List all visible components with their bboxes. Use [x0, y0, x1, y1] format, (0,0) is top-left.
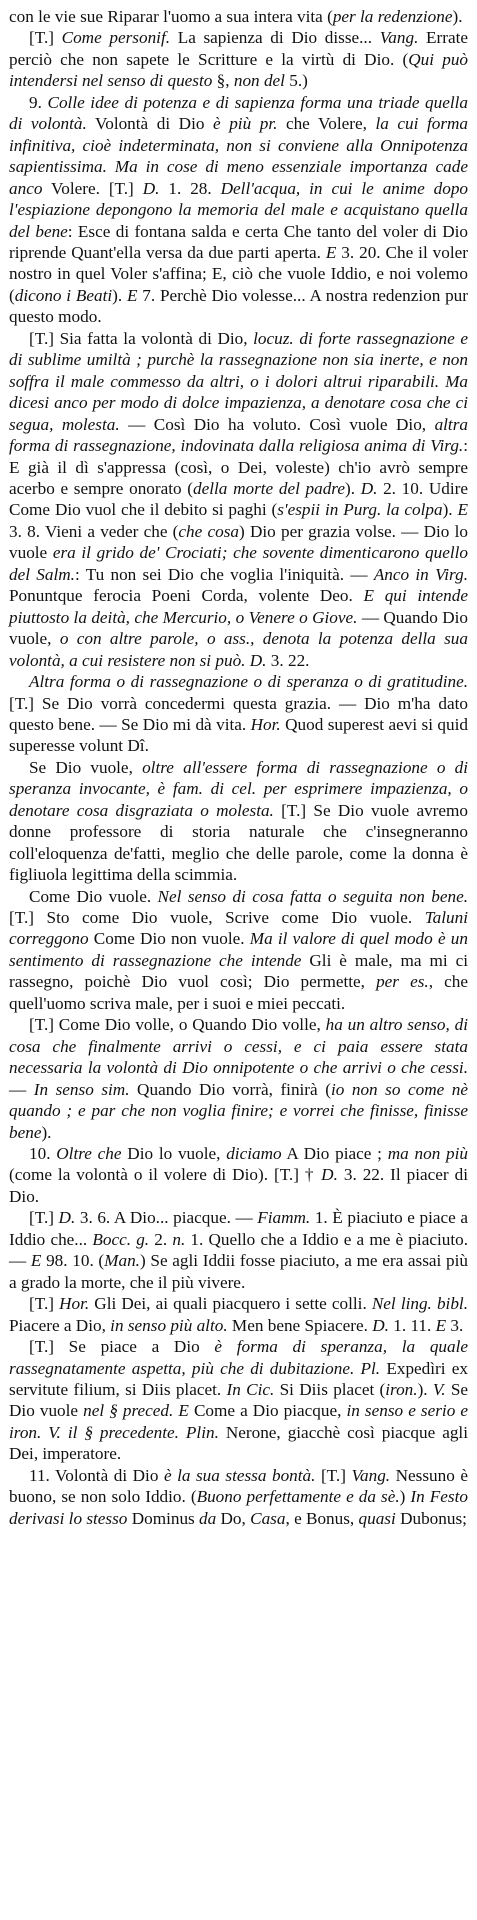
paragraph-personification	[9, 27, 468, 91]
italic-run: In senso sim.	[33, 1079, 130, 1099]
text-run: 3.	[446, 1315, 464, 1335]
italic-run: in senso più alto.	[110, 1315, 228, 1335]
italic-run: Colle idee di potenza e di sapienza forma una triade quella di volontà.	[9, 92, 469, 134]
italic-run: ma non più	[387, 1144, 469, 1164]
italic-run: E	[127, 285, 138, 305]
text-run: 7. Perchè Dio volesse... A nostra redenzion pur questo modo.	[9, 285, 468, 327]
italic-run: quasi	[358, 1508, 396, 1528]
text-run: 98. 10. (	[41, 1251, 105, 1271]
text-run: Quando Dio vorrà, finirà (	[129, 1079, 331, 1099]
italic-run: D.	[249, 650, 267, 670]
italic-run: altra forma di rassegnazione, indovinata dalla religiosa anima di Virg.	[9, 414, 468, 456]
text-run: : Esce di fontana salda e certa Che tanto del voler di Dio riprende Quant'ella versa da due parti aperta.	[9, 221, 468, 262]
text-run: , che quell'uomo scriva male, per i suoi e miei peccati.	[9, 972, 468, 1013]
italic-run: in senso e serio e iron. V. il § precedente. Plin.	[9, 1401, 468, 1442]
text-run: ).	[442, 500, 458, 520]
paragraph-come-dio-vuole	[9, 886, 468, 1015]
italic-run: E	[435, 1315, 447, 1335]
text-run: 11. Volontà di Dio	[29, 1465, 164, 1485]
text-run: A Dio piace ;	[281, 1144, 388, 1164]
paragraph-sia-fatta	[9, 328, 468, 671]
paragraph-section-11	[9, 1465, 468, 1529]
text-run: Se Dio vuole,	[29, 757, 143, 777]
text-run: Volontà di Dio	[86, 114, 214, 134]
text-run: Volere. [T.]	[42, 178, 143, 198]
italic-run: D.	[142, 178, 160, 198]
text-run: Ponuntque ferocia Poeni Corda, volente Deo.	[9, 586, 364, 606]
text-run: [T.] Sia fatta la volontà di Dio,	[29, 328, 254, 348]
text-run: 1. Quello che a Iddio e a me è piaciuto. —	[9, 1229, 468, 1271]
italic-run: ha un altro senso, di cosa che finalmente arrivi o cessi, e ci paia essere stata necessaria la volontà di Dio onnipotente o che arrivi o che cessi.	[9, 1015, 468, 1078]
text-run: [T.]	[29, 1208, 59, 1228]
text-run: 3. 6. A Dio... piacque. —	[75, 1208, 258, 1228]
italic-run: Fiamm.	[257, 1208, 311, 1228]
italic-run: Hor.	[59, 1294, 90, 1314]
text-run: 2. 10. Udire Come Dio vuol che il debito si paghi (	[9, 478, 468, 520]
text-run: ) Se agli Iddii fosse piaciuto, a me era assai più a grado la morte, che il più vivere.	[9, 1251, 468, 1292]
text-run: Si Diis placet (	[274, 1380, 386, 1399]
text-run: 3. 22.	[266, 650, 310, 670]
text-run: Expedìri ex servitute filium, si Diis placet.	[9, 1358, 468, 1399]
italic-run: locuz. di forte rassegnazione e di sublime umiltà ; purchè la rassegnazione non sia inerte, e non soffra il male commesso da altri, o i dolori altrui riparabili. Ma dicesi anco per modo di dolce impazienza, a denotare cosa che ci segua, molesta.	[9, 328, 468, 434]
text-run: con le vie sue Riparar l'uomo a sua intera vita (	[9, 7, 333, 26]
text-run: ).	[452, 7, 463, 26]
italic-run: io non so come nè quando ; e par che non voglia finire; e vorrei che finisse, finisse bene	[9, 1079, 469, 1142]
italic-run: Bocc. g.	[92, 1229, 150, 1249]
text-run: — Quando Dio vuole,	[9, 607, 468, 649]
paragraph-a-dio-piacque	[9, 1207, 468, 1293]
text-run: 1. È piaciuto e piace a Iddio che...	[9, 1208, 468, 1249]
italic-run: la cui forma infinitiva, cioè indeterminata, non si conviene alla Onnipotenza sapientissima. Ma in cose di meno essenziale importanza cade anco	[9, 114, 469, 198]
paragraph-altra-forma	[9, 671, 468, 757]
paragraph-section-10	[9, 1143, 468, 1207]
italic-run: della morte del padre	[193, 478, 345, 498]
text-run: Come a Dio piacque,	[188, 1401, 347, 1421]
text-run: 2.	[149, 1229, 173, 1249]
italic-run: Qui può intendersi nel senso di questo	[9, 49, 469, 91]
italic-run: è più pr.	[213, 114, 278, 134]
text-run: 3. 20. Che il voler nostro in quel Voler s'affina; E, ciò che vuole Iddio, e noi volemo (	[9, 242, 468, 305]
text-run: Nerone, giacchè così piacque agli Dei, imperatore.	[9, 1422, 468, 1464]
text-run: Piacere a Dio,	[9, 1315, 111, 1335]
text-run: Gli è male, ma mi ci rassegno, poichè Dio vuol così; Dio permette,	[9, 950, 468, 992]
italic-run: Nel ling. bibl.	[371, 1294, 468, 1314]
italic-run: era il grido de' Crociati; che sovente dimenticarono quello del Salm.	[9, 543, 468, 584]
text-run: §,	[212, 71, 234, 91]
italic-run: D.	[372, 1315, 389, 1335]
text-run: [T.] Se Dio vorrà concedermi questa grazia. — Dio m'ha dato questo bene. — Se Dio mi dà vita.	[9, 693, 468, 734]
italic-run: D.	[321, 1165, 338, 1185]
text-run: Dio lo vuole,	[121, 1144, 227, 1164]
italic-run: Nel senso di cosa fatta o seguita non bene.	[157, 886, 468, 906]
text-run: ).	[417, 1380, 433, 1399]
italic-run: Man.	[104, 1251, 140, 1271]
text-run: Gli Dei, ai quali piacquero i sette colli.	[89, 1294, 372, 1314]
text-run: : Tu non sei Dio che voglia l'iniquità. —	[74, 564, 374, 584]
text-run: Se Dio vuole	[9, 1380, 469, 1421]
text-run: ).	[41, 1122, 52, 1142]
italic-run: diciamo	[226, 1144, 282, 1164]
italic-run: Hor.	[250, 714, 281, 734]
italic-run: Casa	[250, 1508, 286, 1528]
italic-run: E	[325, 242, 337, 262]
paragraph-se-dio-vuole	[9, 757, 468, 886]
text-run: 1. 11.	[388, 1315, 436, 1335]
paragraph-continuation	[9, 6, 468, 27]
italic-run: Dell'acqua, in cui le anime dopo l'espiazione depongono la memoria del male e acquistano quella del bene	[9, 178, 469, 241]
text-run: [T.] Se piace a Dio	[29, 1337, 215, 1357]
italic-run: Altra forma o di rassegnazione o di speranza o di gratitudine.	[29, 672, 468, 692]
italic-run: oltre all'essere forma di rassegnazione o di speranza invocante, è fam. di cel. per esprimere impazienza, o denotare cosa disgraziata o molesta.	[9, 757, 469, 820]
text-run: [T.]	[315, 1465, 352, 1485]
italic-run: D.	[58, 1208, 76, 1228]
text-run: La sapienza di Dio disse...	[170, 28, 380, 48]
italic-run: per es.	[376, 972, 429, 992]
text-run: 1. 28.	[159, 178, 221, 198]
text-run: 10.	[29, 1144, 57, 1164]
text-run: Come Dio vuole.	[29, 886, 158, 906]
text-run: 3. 8. Vieni a veder che (	[9, 521, 179, 541]
text-run: ) Dio per grazia volse. — Dio lo vuole	[9, 521, 468, 563]
text-run: [T.] Sto come Dio vuole, Scrive come Dio vuole.	[9, 908, 425, 928]
text-run: ).	[344, 478, 361, 498]
italic-run: Vang.	[351, 1465, 391, 1485]
italic-run: non del	[233, 71, 285, 91]
italic-run: E	[30, 1251, 42, 1271]
text-run: [T.]	[29, 28, 62, 48]
italic-run: che cosa	[178, 521, 239, 541]
paragraph-hor-gli-dei	[9, 1293, 468, 1336]
italic-run: dicono i Beati	[14, 285, 113, 305]
text-run: [T.] Se Dio vuole avremo donne professore di storia naturale che c'insegneranno coll'eloquenza de'fatti, meglio che delle parole, come la donna è figliuola legittima della scimmia.	[9, 800, 468, 885]
text-run: Dominus	[127, 1508, 200, 1528]
text-run: Come Dio non vuole.	[88, 929, 250, 949]
italic-run: Taluni correggono	[9, 908, 468, 949]
italic-run: per la redenzione	[332, 7, 453, 26]
text-run: —	[9, 1079, 34, 1099]
italic-run: Buono perfettamente e da sè.	[196, 1487, 400, 1507]
paragraph-se-piace	[9, 1336, 468, 1465]
italic-run: E	[457, 500, 468, 520]
italic-run: Ma il valore di quel modo è un sentimento di rassegnazione che intende	[9, 929, 468, 970]
text-run: 3. 22. Il piacer di Dio.	[9, 1165, 468, 1206]
text-run: , e Bonus,	[285, 1508, 359, 1528]
text-run: )	[399, 1487, 411, 1507]
italic-run: E qui intende piuttosto la deità, che Mercurio, o Venere o Giove.	[9, 586, 468, 627]
text-run: [T.]	[29, 1294, 60, 1314]
italic-run: n.	[172, 1229, 186, 1249]
text-run: Nessuno è buono, se non solo Iddio. (	[9, 1465, 468, 1507]
text-run: Men bene Spiacere.	[227, 1315, 373, 1335]
text-run: Errate perciò che non sapete le Scritture e la virtù di Dio. (	[9, 28, 469, 69]
italic-run: In Cic.	[226, 1380, 275, 1399]
paragraph-section-9	[9, 92, 468, 328]
italic-run: Vang.	[379, 28, 419, 48]
italic-run: Come personif.	[61, 28, 171, 48]
italic-run: In Festo derivasi lo stesso	[9, 1487, 468, 1528]
italic-run: D.	[360, 478, 378, 498]
text-run: : E già il dì s'appressa (così, o Dei, voleste) ch'io avrò sempre acerbo e sempre onorato (	[9, 436, 468, 498]
text-run: [T.] Come Dio volle, o Quando Dio volle,	[29, 1015, 326, 1035]
text-run: ).	[112, 285, 127, 305]
italic-run: è la sua stessa bontà.	[163, 1465, 316, 1485]
text-run: (come la volontà o il volere di Dio). [T.] †	[9, 1165, 322, 1185]
italic-run: da	[199, 1508, 217, 1528]
text-run: Dubonus;	[395, 1508, 467, 1528]
text-run: — Così Dio ha voluto. Così vuole Dio,	[119, 414, 435, 434]
italic-run: Oltre che	[56, 1144, 122, 1164]
text-run: Quod superest aevi si quid superesse volunt Dî.	[9, 714, 468, 756]
paragraph-come-dio-volle	[9, 1014, 468, 1143]
italic-run: V.	[432, 1380, 446, 1399]
italic-run: o con altre parole, o ass., denota la potenza della sua volontà, a cui resistere non si può.	[9, 629, 468, 670]
text-run: che Volere,	[277, 114, 376, 134]
italic-run: nel § preced. E	[83, 1401, 189, 1421]
text-run: Do,	[216, 1508, 251, 1528]
italic-run: è forma di speranza, la quale rassegnatamente aspetta, più che di dubitazione. Pl.	[9, 1337, 468, 1378]
italic-run: Anco in Virg.	[373, 564, 469, 584]
text-run: 9.	[29, 92, 48, 112]
italic-run: iron.	[385, 1380, 418, 1399]
text-run: 5.)	[284, 71, 308, 91]
italic-run: s'espii in Purg. la colpa	[277, 500, 443, 520]
